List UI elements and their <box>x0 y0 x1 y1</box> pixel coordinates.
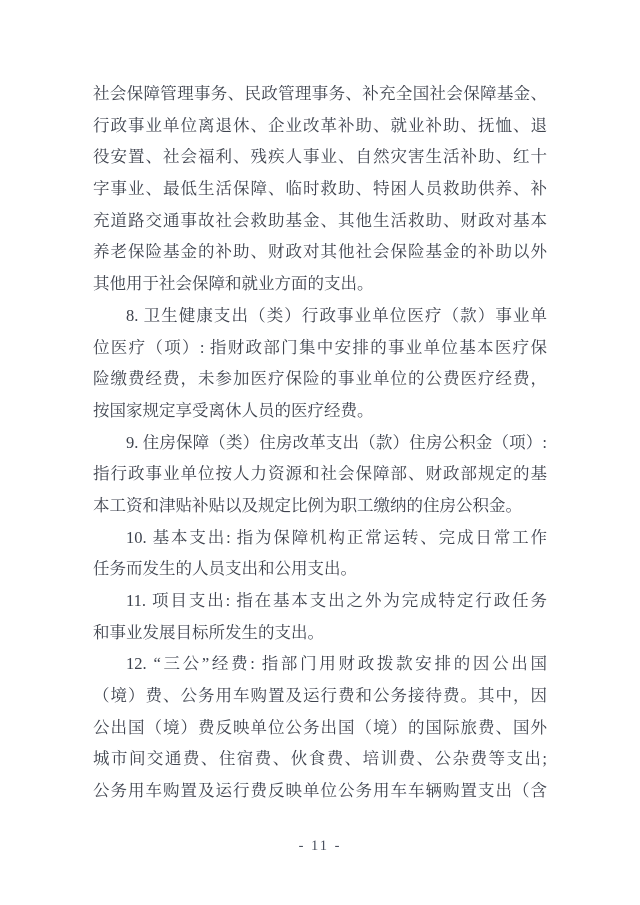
document-line: 行政事业单位离退休、企业改革补助、就业补助、抚恤、退 <box>93 115 547 135</box>
document-line: 指行政事业单位按人力资源和社会保障部、财政部规定的基 <box>93 464 547 484</box>
document-line: 役安置、社会福利、残疾人事业、自然灾害生活补助、红十 <box>93 147 547 167</box>
document-line: 按国家规定享受离休人员的医疗经费。 <box>93 400 374 420</box>
document-line: 位医疗（项）: 指财政部门集中安排的事业单位基本医疗保 <box>93 337 547 357</box>
document-line: 10. 基本支出: 指为保障机构正常运转、完成日常工作 <box>126 527 547 547</box>
document-line: 字事业、最低生活保障、临时救助、特困人员救助供养、补 <box>93 179 547 199</box>
document-line: 险缴费经费，未参加医疗保险的事业单位的公费医疗经费， <box>93 369 547 389</box>
document-line: 养老保险基金的补助、财政对其他社会保险基金的补助以外 <box>93 242 547 262</box>
document-line: 任务而发生的人员支出和公用支出。 <box>93 559 357 579</box>
document-line: 8. 卫生健康支出（类）行政事业单位医疗（款）事业单 <box>126 305 547 325</box>
page-number: - 11 - <box>298 838 342 854</box>
document-line: 社会保障管理事务、民政管理事务、补充全国社会保障基金、 <box>93 84 547 103</box>
text-block <box>93 78 547 807</box>
document-line: 公务用车购置及运行费反映单位公务用车车辆购置支出（含 <box>93 781 547 801</box>
document-line: 其他用于社会保障和就业方面的支出。 <box>93 274 374 294</box>
document-line: 和事业发展目标所发生的支出。 <box>93 622 324 642</box>
document-line: 公出国（境）费反映单位公务出国（境）的国际旅费、国外 <box>93 717 547 737</box>
document-line: 本工资和津贴补贴以及规定比例为职工缴纳的住房公积金。 <box>93 495 522 515</box>
document-line: 城市间交通费、住宿费、伙食费、培训费、公杂费等支出; <box>93 749 547 769</box>
document-line: 12. “三公”经费: 指部门用财政拨款安排的因公出国 <box>126 654 547 674</box>
document-line: （境）费、公务用车购置及运行费和公务接待费。其中，因 <box>93 686 547 706</box>
document-line: 充道路交通事故社会救助基金、其他生活救助、财政对基本 <box>93 210 547 230</box>
document-line: 9. 住房保障（类）住房改革支出（款）住房公积金（项）: <box>126 432 547 452</box>
document-line: 11. 项目支出: 指在基本支出之外为完成特定行政任务 <box>126 591 547 610</box>
